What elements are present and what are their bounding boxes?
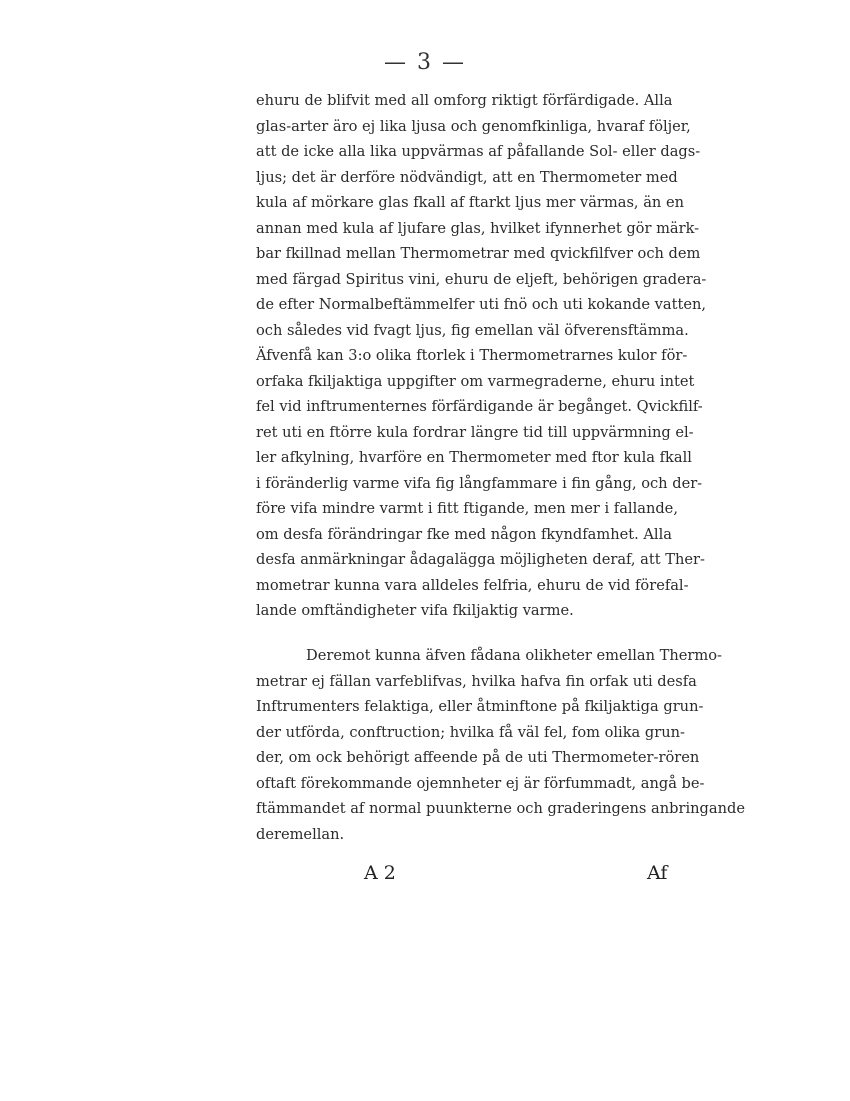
catchword: Af [647,862,668,884]
text-line: fel vid inftrumenternes förfärdigande är begånget. Qvickfilf- [256,398,703,415]
text-line: annan med kula af ljufare glas, hvilket ifynnerhet gör märk- [256,219,700,237]
text-line: om desfa förändringar fke med någon fkyndfamhet. Alla [256,525,672,543]
text-line: lande omftändigheter vifa fkiljaktig varme. [256,602,574,619]
text-line: oftaft förekommande ojemnheter ej är förfummadt, angå be- [256,774,705,792]
text-line: ljus; det är derföre nödvändigt, att en Thermometer med [256,168,678,186]
text-line: Äfvenfå kan 3:o olika ftorlek i Thermometrarnes kulor för- [256,347,688,364]
text-line: ret uti en ftörre kula fordrar längre tid till uppvärmning el- [256,423,694,441]
page-footer [0,862,850,902]
text-line: i föränderlig varme vifa fig långfammare i fin gång, och der- [256,474,703,492]
text-line: ehuru de blifvit med all omforg riktigt förfärdigade. Alla [256,92,673,109]
text-line: deremellan. [256,825,345,843]
text-line: metrar ej fällan varfeblifvas, hvilka hafva fin orfak uti desfa [256,672,697,690]
paragraph-2 [256,643,745,847]
text-line: mometrar kunna vara alldeles felfria, ehuru de vid förefal- [256,576,689,594]
text-line: att de icke alla lika uppvärmas af påfallande Sol- eller dags- [256,143,701,160]
text-line: ftämmandet af normal puunkterne och graderingens anbringande [256,800,745,817]
text-line: der utförda, conftruction; hvilka få väl fel, fom olika grun- [256,723,685,741]
text-line: orfaka fkiljaktiga uppgifter om varmegraderne, ehuru intet [256,372,695,390]
text-line: bar fkillnad mellan Thermometrar med qvickfilfver och dem [256,245,701,262]
signature-mark: A 2 [364,862,396,884]
text-line: Inftrumenters felaktiga, eller åtminftone på fkiljaktiga grun- [256,698,704,715]
paragraph-1 [256,88,707,624]
text-line: före vifa mindre varmt i fitt ftigande, men mer i fallande, [256,500,678,517]
text-line: desfa anmärkningar ådagalägga möjligheten deraf, att Ther- [256,551,705,568]
text-line: ler afkylning, hvarföre en Thermometer med ftor kula fkall [256,449,692,466]
text-line: der, om ock behörigt affeende på de uti Thermometer-rören [256,749,700,766]
text-line: kula af mörkare glas fkall af ftarkt ljus mer värmas, än en [256,194,684,211]
text-line: och således vid fvagt ljus, fig emellan väl öfverensftämma. [256,321,689,339]
text-line: med färgad Spiritus vini, ehuru de eljeft, behörigen gradera- [256,270,707,288]
text-line: de efter Normalbeftämmelfer uti fnö och uti kokande vatten, [256,296,706,313]
text-line: glas-arter äro ej lika ljusa och genomfkinliga, hvaraf följer, [256,117,691,135]
text-line: Deremot kunna äfven fådana olikheter emellan Thermo- [306,647,722,664]
page-number: — 3 — [384,50,466,75]
